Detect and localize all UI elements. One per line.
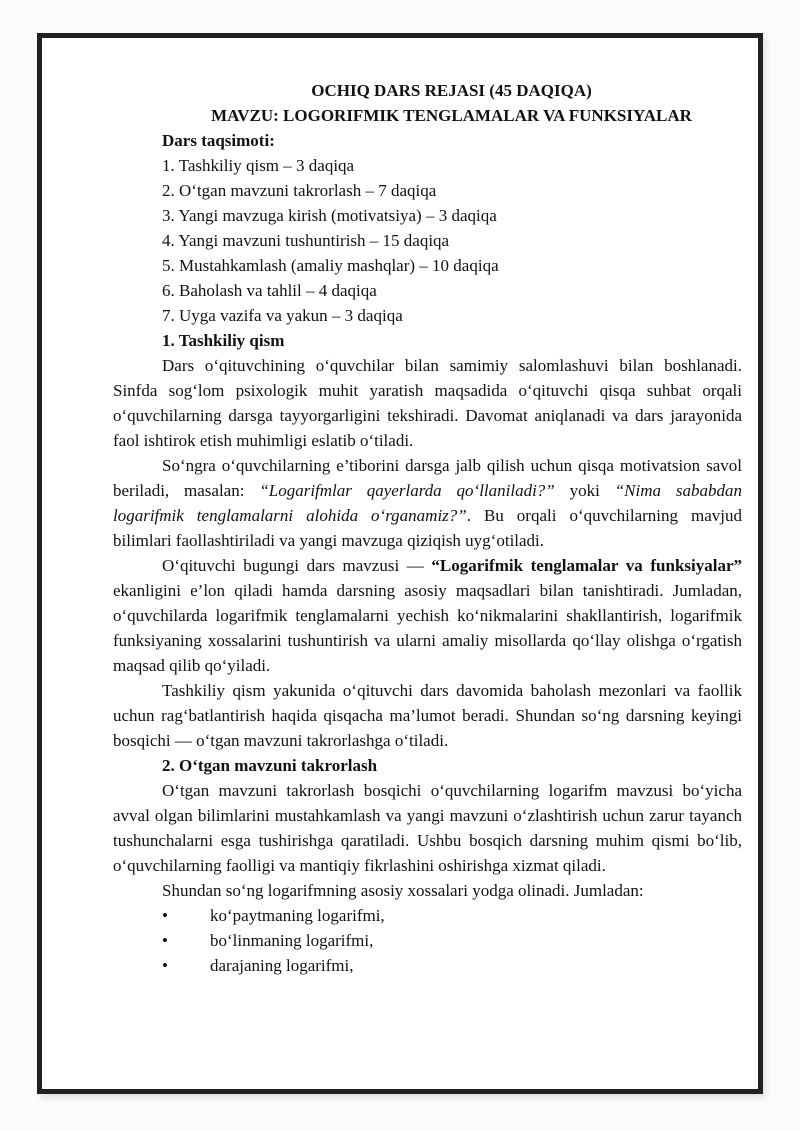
bullet-item (113, 928, 742, 953)
document-title: OCHIQ DARS REJASI (45 DAQIQA) (311, 81, 592, 100)
bullet-label: ko‘paytmaning logarifmi, (210, 906, 385, 925)
text-run: So‘ngra o‘quvchilarning e’tiborini darsga jalb qilish uchun qisqa motivatsion savol beriladi, masalan: (113, 456, 742, 500)
text-run: “Logarifmik tenglamalar va funksiyalar” (431, 556, 743, 575)
bullet-icon: • (162, 906, 168, 925)
text-run: ekanligini e’lon qiladi hamda darsning asosiy maqsadlari bilan tanishtiradi. Jumladan, o‘quvchilarda logarifmik tenglamalarni yechish ko‘nikmalarini shakllantirish, logarifmik funksiyaning xossalarini tushuntirish va ularni amaliy misollarda qo‘llay olishga o‘rgatish maqsad qilib qo‘yiladi. (113, 581, 742, 675)
schedule-item: 4. Yangi mavzuni tushuntirish – 15 daqiqa (162, 231, 450, 250)
section-heading: 2. O‘tgan mavzuni takrorlash (162, 756, 378, 775)
text-run: Shundan so‘ng logarifmning asosiy xossalari yodga olinadi. Jumladan: (162, 881, 644, 900)
bullet-label: darajaning logarifmi, (210, 956, 354, 975)
text-run: O‘tgan mavzuni takrorlash bosqichi o‘quvchilarning logarifm mavzusi bo‘yicha avval olgan bilimlarini mustahkamlash va yangi mavzuni o‘zlashtirish uchun zarur tayanch tushunchalarni esga tushirishga qaratiladi. Ushbu bosqich darsning muhim qismi bo‘lib, o‘quvchilarning faolligi va mantiqiy fikrlashini oshirishga xizmat qiladi. (113, 781, 742, 875)
bullet-item (113, 953, 742, 978)
text-run: “Nima sababdan logarifmik tenglamalarni alohida o‘rganamiz?” (113, 481, 742, 525)
schedule-item: 1. Tashkiliy qism – 3 daqiqa (162, 156, 355, 175)
text-run: Tashkiliy qism yakunida o‘qituvchi dars davomida baholash mezonlari va faollik uchun rag‘batlantirish haqida qisqacha ma’lumot beradi. Shundan so‘ng darsning keyingi bosqichi — o‘tgan mavzuni takrorlashga o‘tiladi. (113, 681, 742, 750)
paragraph (113, 453, 742, 553)
bullet-label: bo‘linmaning logarifmi, (210, 931, 374, 950)
section-heading: Dars taqsimoti: (162, 131, 275, 150)
document-subtitle: MAVZU: LOGORIFMIK TENGLAMALAR VA FUNKSIYALAR (211, 106, 692, 125)
schedule-item: 5. Mustahkamlash (amaliy mashqlar) – 10 daqiqa (162, 256, 499, 275)
bullet-icon: • (162, 956, 168, 975)
schedule-item: 6. Baholash va tahlil – 4 daqiqa (162, 281, 377, 300)
document-body (42, 38, 758, 1089)
page-frame (37, 33, 763, 1094)
paragraph (113, 678, 742, 753)
bullet-icon: • (162, 931, 168, 950)
schedule-item: 3. Yangi mavzuga kirish (motivatsiya) – 3 daqiqa (162, 206, 497, 225)
paragraph (113, 878, 742, 903)
text-run: . Bu orqali o‘quvchilarning mavjud bilimlari faollashtiriladi va yangi mavzuga qiziqish uyg‘otiladi. (113, 506, 742, 550)
section-heading: 1. Tashkiliy qism (162, 331, 285, 350)
bullet-item (113, 903, 742, 928)
text-run: yoki (554, 481, 615, 500)
text-run: Dars o‘qituvchining o‘quvchilar bilan samimiy salomlashuvi bilan boshlanadi. Sinfda sog‘lom psixologik muhit yaratish maqsadida o‘qituvchi qisqa suhbat orqali o‘quvchilarning darsga tayyorgarligini tekshiradi. Davomat aniqlanadi va dars jarayonida faol ishtirok etish muhimligi eslatib o‘tiladi. (113, 356, 742, 450)
schedule-item: 2. O‘tgan mavzuni takrorlash – 7 daqiqa (162, 181, 437, 200)
paragraph (113, 778, 742, 878)
paragraph (113, 353, 742, 453)
text-run: “Logarifmlar qayerlarda qo‘llaniladi?” (259, 481, 555, 500)
text-run: O‘qituvchi bugungi dars mavzusi — (162, 556, 432, 575)
paragraph (113, 553, 742, 678)
schedule-item: 7. Uyga vazifa va yakun – 3 daqiqa (162, 306, 403, 325)
